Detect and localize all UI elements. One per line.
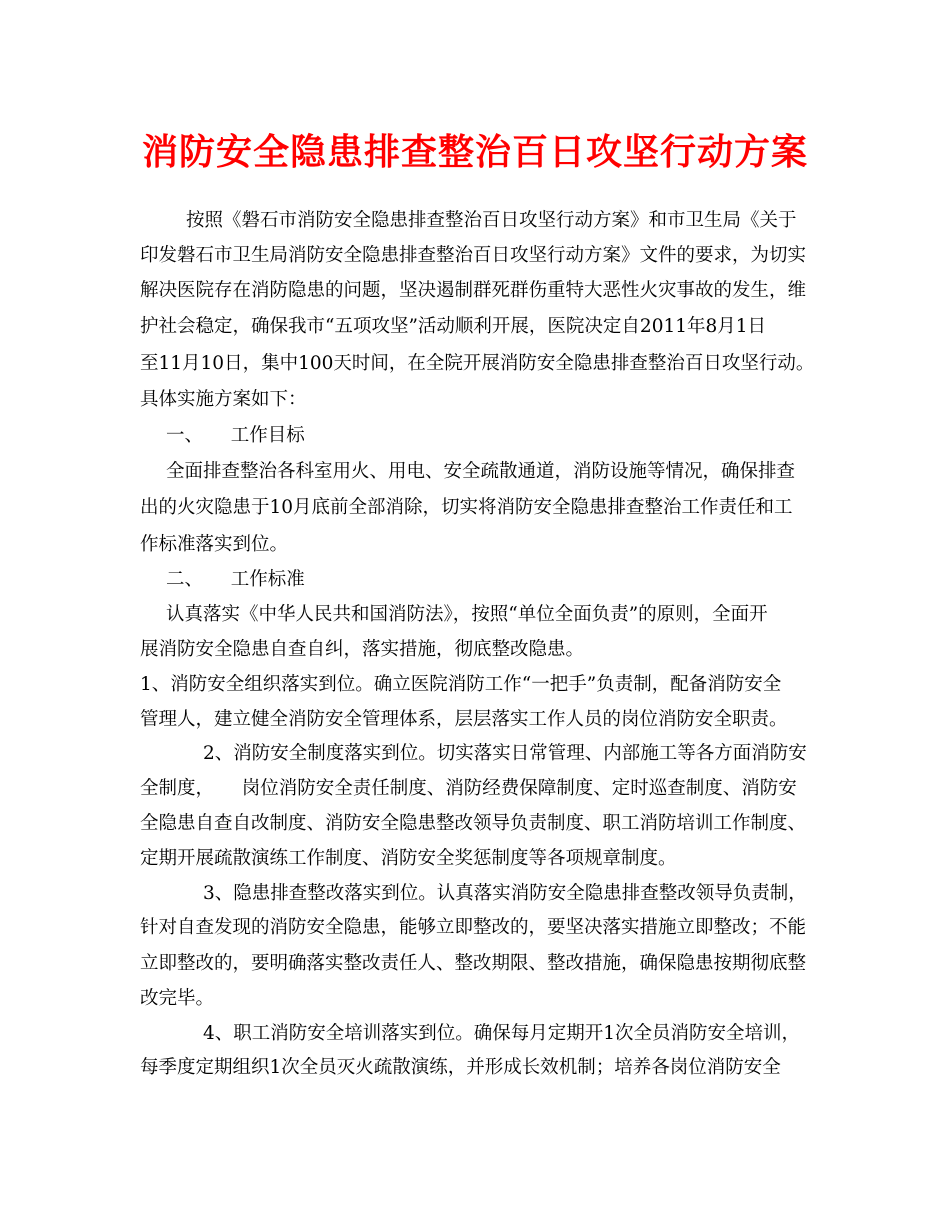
list-item-1: 1、消防安全组织落实到位。确立医院消防工作“一把手”负责制，配备消防安全: [140, 674, 782, 695]
body-line: 出的火灾隐患于10月底前全部消除，切实将消防安全隐患排查整治工作责任和工: [140, 497, 793, 518]
body-line: 管理人，建立健全消防安全管理体系，层层落实工作人员的岗位消防安全职责。: [140, 709, 788, 730]
body-line: 印发磐石市卫生局消防安全隐患排查整治百日攻坚行动方案》文件的要求，为切实: [140, 245, 807, 266]
body-line: 全面排查整治各科室用火、用电、安全疏散通道，消防设施等情况，确保排查: [166, 461, 796, 482]
section-heading-1: 一、 工作目标: [166, 425, 305, 446]
body-line: 全制度， 岗位消防安全责任制度、消防经费保障制度、定时巡查制度、消防安: [140, 778, 797, 799]
body-line: 具体实施方案如下：: [140, 389, 307, 410]
body-line: 改完毕。: [140, 988, 215, 1009]
body-line: 展消防安全隐患自查自纠，落实措施，彻底整改隐患。: [140, 639, 585, 660]
body-line: 立即整改的，要明确落实整改责任人、整改期限、整改措施，确保隐患按期彻底整: [140, 953, 807, 974]
body-line: 解决医院存在消防隐患的问题，坚决遏制群死群伤重特大恶性火灾事故的发生，维: [140, 280, 807, 301]
body-line: 定期开展疏散演练工作制度、消防安全奖惩制度等各项规章制度。: [140, 848, 677, 869]
body-line: 护社会稳定，确保我市“五项攻坚”活动顺利开展，医院决定自2011年8月1日: [140, 316, 767, 337]
body-line: 针对自查发现的消防安全隐患，能够立即整改的，要坚决落实措施立即整改；不能: [140, 917, 807, 938]
list-item-2: 2、消防安全制度落实到位。切实落实日常管理、内部施工等各方面消防安: [203, 743, 807, 764]
list-item-3: 3、隐患排查整改落实到位。认真落实消防安全隐患排查整改领导负责制，: [203, 883, 807, 904]
body-line: 全隐患自查自改制度、消防安全隐患整改领导负责制度、职工消防培训工作制度、: [140, 813, 807, 834]
body-line: 每季度定期组织1次全员灭火疏散演练，并形成长效机制；培养各岗位消防安全: [140, 1057, 781, 1078]
section-heading-2: 二、 工作标准: [166, 569, 305, 590]
document-title: 消防安全隐患排查整治百日攻坚行动方案: [141, 131, 808, 173]
body-line: 作标准落实到位。: [140, 534, 289, 555]
body-line: 至11月10日，集中100天时间，在全院开展消防安全隐患排查整治百日攻坚行动。: [140, 353, 815, 374]
body-line: 按照《磐石市消防安全隐患排查整治百日攻坚行动方案》和市卫生局《关于: [186, 210, 797, 231]
list-item-4: 4、职工消防安全培训落实到位。确保每月定期开1次全员消防安全培训，: [203, 1023, 801, 1044]
body-line: 认真落实《中华人民共和国消防法》，按照“单位全面负责”的原则，全面开: [166, 604, 768, 625]
